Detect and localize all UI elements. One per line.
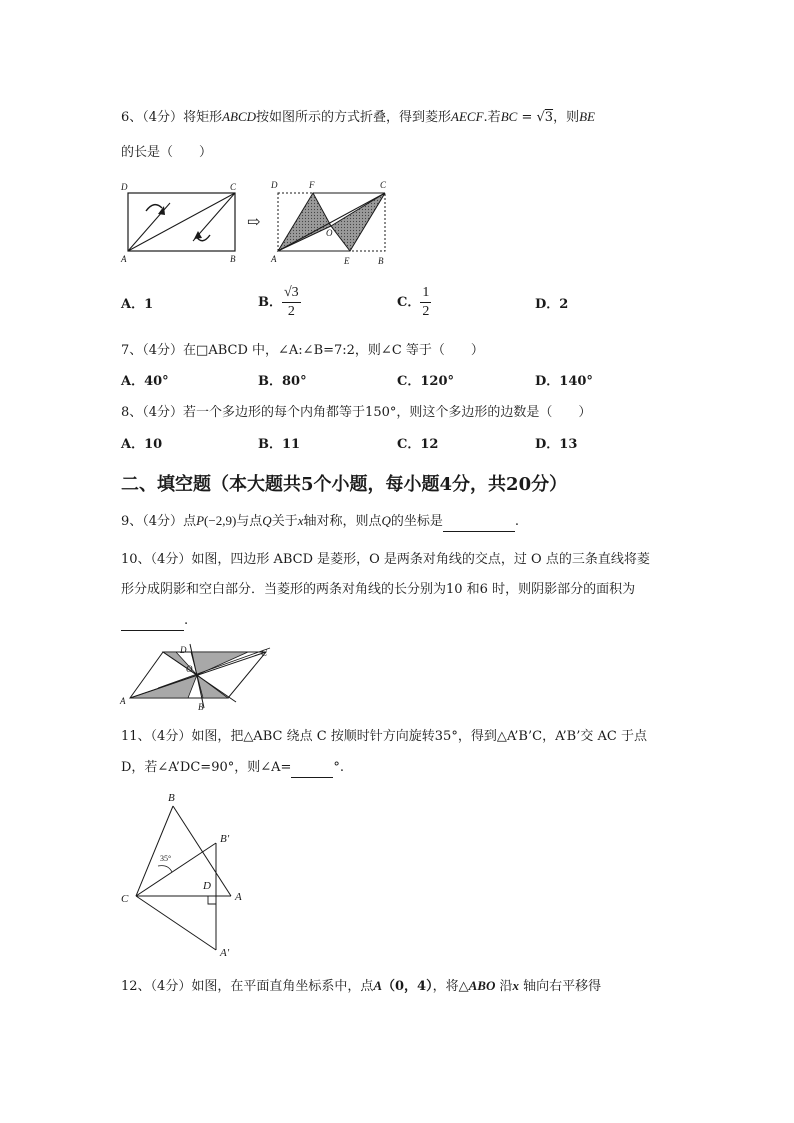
q6-cond-lhs: BC xyxy=(500,109,518,124)
q7-option-c[interactable]: C．120° xyxy=(397,374,454,389)
label-d: D xyxy=(180,645,187,655)
q9-answer-blank[interactable] xyxy=(443,513,515,532)
q10-figure-rhombus xyxy=(118,642,278,714)
q6-score: （4分） xyxy=(142,110,184,125)
label-o: O xyxy=(326,228,333,238)
edge-cb xyxy=(136,806,173,896)
diagonal-ac xyxy=(128,193,235,251)
q10-end: . xyxy=(184,613,189,628)
q8-option-b[interactable]: B．11 xyxy=(258,437,301,452)
q7-stem: 7、（4分）在□ABCD 中，∠A:∠B=7:2，则∠C 等于（ ） xyxy=(121,343,484,358)
section-title: 二、填空题（本大题共5个小题，每小题4分，共20分） xyxy=(121,474,568,495)
label-a: A xyxy=(121,254,127,264)
q9-text-d: 轴对称，则点 xyxy=(303,514,382,529)
label-f: F xyxy=(309,180,315,190)
angle-arc xyxy=(158,866,172,872)
label-a-prime: A′ xyxy=(220,947,230,959)
q9-coords: (−2,9) xyxy=(204,513,237,528)
label-c: C xyxy=(261,648,268,658)
q12-text-b: ，将△ xyxy=(432,979,469,994)
shaded-triangle-left xyxy=(278,193,331,251)
label-a: A xyxy=(271,254,277,264)
q11-answer-blank[interactable] xyxy=(291,759,333,778)
q9-number: 9、 xyxy=(121,514,143,529)
q9-q2: Q xyxy=(381,513,391,528)
q12-axis: x xyxy=(512,978,519,993)
q6-option-b-fraction xyxy=(282,284,301,321)
q9-point: P xyxy=(196,513,205,528)
q11-line1: 11、（4分）如图，把△ABC 绕点 C 按顺时针方向旋转35°，得到△A’B’C，A’B’交 AC 于点 xyxy=(121,729,647,744)
q6-option-c-letter: C． xyxy=(397,295,421,310)
q9-text-b: 与点 xyxy=(236,514,263,529)
q12-coords: （0，4） xyxy=(382,979,433,994)
q6-cond-eq: = xyxy=(517,110,537,125)
label-b: B xyxy=(230,254,236,264)
q6-text-a: 将矩形 xyxy=(183,110,223,125)
q6-option-a-letter: A． xyxy=(121,297,145,312)
q6-option-b-letter: B． xyxy=(258,295,282,310)
fold-arrow-icon xyxy=(146,205,162,211)
q10-answer-blank[interactable] xyxy=(121,612,184,631)
q6-option-c[interactable] xyxy=(397,284,431,321)
q9-text-e: 的坐标是 xyxy=(390,514,443,529)
q9-q: Q xyxy=(262,513,272,528)
q6-cond-rad: 3 xyxy=(544,110,554,125)
q6-option-b-denominator: 2 xyxy=(287,304,295,319)
q6-figure-rectangle xyxy=(118,178,248,268)
q10-line2: 形分成阴影和空白部分．当菱形的两条对角线的长分别为10 和6 时，则阴影部分的面积为 xyxy=(121,582,636,597)
diagonal-ac xyxy=(278,193,385,251)
q12-stem xyxy=(121,977,601,996)
q9-text-a: 点 xyxy=(183,514,197,529)
q12-number: 12、 xyxy=(121,979,151,994)
label-b: B xyxy=(198,702,204,712)
q11-figure-rotation xyxy=(118,788,258,963)
edge-ca-prime xyxy=(136,896,216,950)
label-b-prime: B′ xyxy=(220,833,230,845)
label-angle-35: 35° xyxy=(160,854,172,863)
q6-option-d-value: 2 xyxy=(559,297,569,312)
label-c: C xyxy=(230,182,237,192)
q7-option-d[interactable]: D．140° xyxy=(535,374,593,389)
q6-rect-name: ABCD xyxy=(222,109,257,124)
q7-option-a[interactable]: A．40° xyxy=(121,374,169,389)
q6-line2 xyxy=(121,144,212,162)
q6-option-a[interactable] xyxy=(121,296,153,314)
label-d: D xyxy=(121,182,128,192)
q7-option-b[interactable]: B．80° xyxy=(258,374,307,389)
label-a: A xyxy=(120,696,126,706)
q6-text-b: 按如图所示的方式折叠，得到菱形 xyxy=(256,110,452,125)
q6-option-c-fraction xyxy=(420,284,431,321)
label-d: D xyxy=(271,180,278,190)
q6-number: 6、 xyxy=(121,110,143,125)
label-a: A xyxy=(235,891,242,903)
q6-line1 xyxy=(121,108,595,127)
q8-option-c[interactable]: C．12 xyxy=(397,437,439,452)
q9-axis: x xyxy=(297,513,304,528)
label-b: B xyxy=(168,792,175,804)
q8-option-a[interactable]: A．10 xyxy=(121,437,163,452)
q12-score: （4分） xyxy=(150,979,192,994)
label-e: E xyxy=(344,256,350,266)
q9-text-c: 关于 xyxy=(271,514,298,529)
q12-text-c: 沿 xyxy=(495,979,513,994)
q12-text-d: 轴向右平移得 xyxy=(518,979,602,994)
q8-stem: 8、（4分）若一个多边形的每个内角都等于150°，则这个多边形的边数是（ ） xyxy=(121,405,592,420)
q12-triangle: ABO xyxy=(468,978,496,993)
q10-line1: 10、（4分）如图，四边形 ABCD 是菱形，O 是两条对角线的交点，过 O 点的三条直线将菱 xyxy=(121,552,650,567)
q9-end: . xyxy=(514,514,520,529)
q6-option-a-value: 1 xyxy=(144,297,154,312)
label-o: O xyxy=(186,664,193,674)
right-angle-mark xyxy=(208,896,216,904)
q11-text-a: D，若∠A’DC=90°，则∠A= xyxy=(121,760,292,775)
label-d: D xyxy=(203,880,211,892)
label-c: C xyxy=(380,180,387,190)
q6-option-b[interactable] xyxy=(258,284,301,321)
q6-text-c: .若 xyxy=(483,110,501,125)
label-c: C xyxy=(121,893,129,905)
q10-line3 xyxy=(121,612,188,631)
q6-figure-rhombus xyxy=(268,178,398,268)
q6-text-d: ，则 xyxy=(553,110,580,125)
q12-point: A xyxy=(373,978,383,993)
q6-option-c-denominator: 2 xyxy=(422,304,430,319)
q6-option-d[interactable] xyxy=(535,296,568,314)
q9-stem xyxy=(121,512,519,532)
q6-option-c-numerator: 1 xyxy=(420,284,431,303)
q6-target: BE xyxy=(579,109,595,124)
q12-text-a: 如图，在平面直角坐标系中，点 xyxy=(191,979,374,994)
q6-rhombus-name: AECF xyxy=(451,109,484,124)
q9-score: （4分） xyxy=(142,514,184,529)
shaded-triangle-right xyxy=(331,193,385,251)
q11-text-b: °. xyxy=(333,760,345,775)
right-arrow-icon: ⇨ xyxy=(247,212,261,231)
q6-text-e: 的长是（ ） xyxy=(121,145,213,160)
q8-option-d[interactable]: D．13 xyxy=(535,437,578,452)
q6-option-b-numerator: √3 xyxy=(282,284,301,303)
edge-ba xyxy=(173,806,231,896)
q6-option-d-letter: D． xyxy=(535,297,560,312)
sqrt-icon: √ xyxy=(536,110,545,125)
label-b: B xyxy=(378,256,384,266)
q11-line2 xyxy=(121,759,344,778)
shaded-region-top xyxy=(191,652,248,675)
